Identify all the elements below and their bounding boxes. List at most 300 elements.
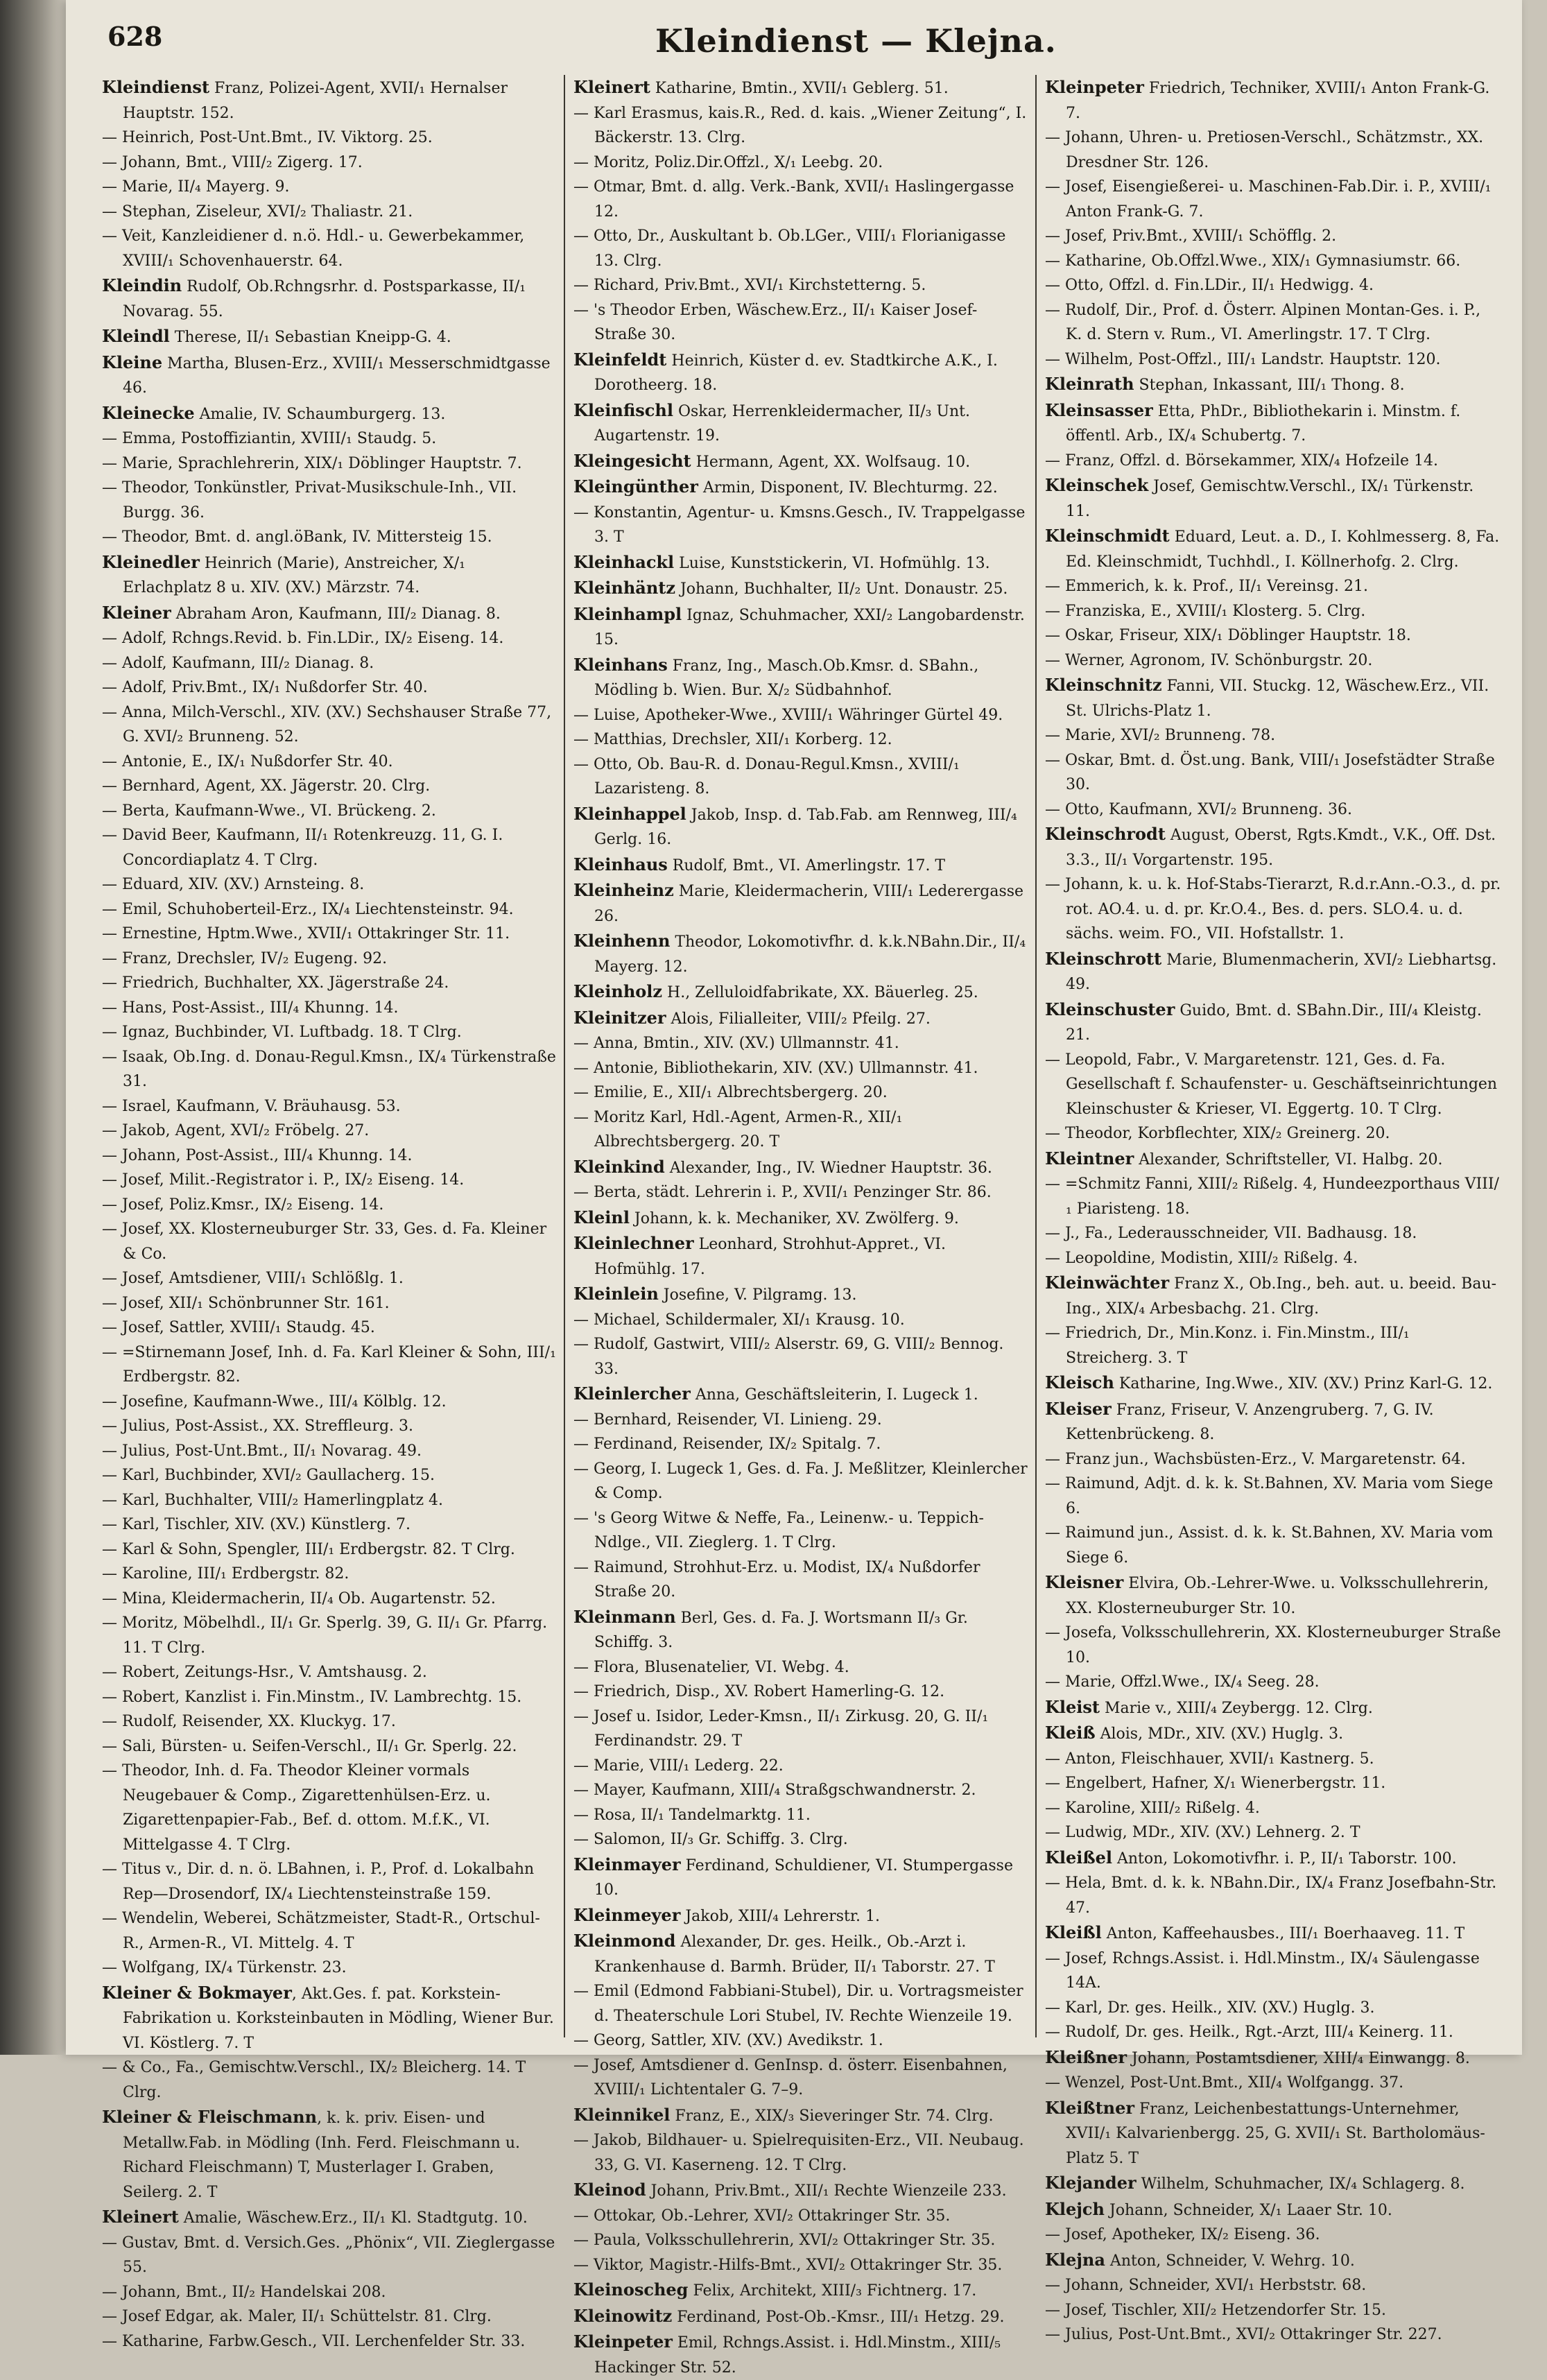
entry-text: — Otto, Ob. Bau-R. d. Donau-Regul.Kmsn., XVIII/₁ Lazaristeng. 8. <box>573 755 960 797</box>
entry-surname: Kleinedler <box>102 551 200 572</box>
entry-text: — Theodor, Bmt. d. angl.öBank, IV. Mittersteig 15. <box>102 528 492 546</box>
entry-text: Ferdinand, Schuldiener, VI. Stumpergasse 10. <box>594 1856 1013 1899</box>
entry-surname: Kleintner <box>1045 1148 1134 1169</box>
entry-text: — Karl, Buchbinder, XVI/₂ Gaullacherg. 15. <box>102 1467 435 1484</box>
entry-surname: Kleinpeter <box>1045 77 1144 97</box>
entry-text: — Karl Erasmus, kais.R., Red. d. kais. „Wiener Zeitung“, I. Bäckerstr. 13. Clrg. <box>573 104 1027 146</box>
directory-entry <box>573 2053 1028 2103</box>
directory-entry <box>102 1587 557 1612</box>
directory-entry <box>102 1291 557 1316</box>
directory-entry <box>1045 997 1501 1048</box>
entry-text: — Titus v., Dir. d. n. ö. LBahnen, i. P., Prof. d. Lokalbahn Rep—Drosendorf, IX/₄ Liechtensteinstraße 159. <box>102 1861 535 1903</box>
entry-text: , k. k. priv. Eisen- und Metallw.Fab. in Mödling (Inh. Ferd. Fleischmann u. Richard Fleischmann) T, Musterlager I. Graben, Seilerg. 2. T <box>123 2110 520 2201</box>
entry-text: — & Co., Fa., Gemischtw.Verschl., IX/₂ Bleicherg. 14. T Clrg. <box>102 2059 526 2101</box>
directory-entry <box>1045 1146 1501 1173</box>
directory-entry <box>102 1906 557 1956</box>
entry-text: Emil, Rchngs.Assist. i. Hdl.Minstm., XIII/₅ Hackinger Str. 52. <box>594 2334 1001 2377</box>
entry-text: Luise, Kunststickerin, VI. Hofmühlg. 13. <box>674 554 990 572</box>
directory-entry <box>102 1094 557 1119</box>
directory-entry <box>1045 2045 1501 2071</box>
directory-entry <box>102 750 557 775</box>
entry-text: — Isaak, Ob.Ing. d. Donau-Regul.Kmsn., IX/₄ Türkenstraße 31. <box>102 1048 556 1090</box>
entry-surname: Kleinod <box>573 2180 646 2200</box>
entry-text: Alois, Filialleiter, VIII/₂ Pfeilg. 27. <box>666 1010 931 1028</box>
entry-text: — Karl, Buchhalter, VIII/₂ Hamerlingplatz 4. <box>102 1491 444 1509</box>
entry-text: Johann, Postamtsdiener, XIII/₄ Einwangg. 8. <box>1126 2049 1470 2067</box>
directory-entry <box>573 653 1028 703</box>
entry-surname: Kleinnikel <box>573 2104 671 2125</box>
directory-entry <box>1045 273 1501 298</box>
entry-text: — Josef, Tischler, XII/₂ Hetzendorfer Str. 15. <box>1045 2301 1386 2319</box>
directory-entry <box>102 1734 557 1759</box>
directory-entry <box>1045 1397 1501 1447</box>
directory-entry <box>102 1144 557 1169</box>
entry-text: — Antonie, Bibliothekarin, XIV. (XV.) Ullmannstr. 41. <box>573 1059 978 1077</box>
directory-entry <box>573 1080 1028 1105</box>
directory-entry <box>102 1956 557 1981</box>
entry-text: Jakob, Insp. d. Tab.Fab. am Rennweg, III/₄ Gerlg. 16. <box>594 806 1017 848</box>
directory-entry <box>102 1266 557 1291</box>
entry-surname: Kleinmond <box>573 1931 676 1951</box>
entry-text: — Ottokar, Ob.-Lehrer, XVI/₂ Ottakringer Str. 35. <box>573 2207 951 2225</box>
entry-surname: Kleinowitz <box>573 2305 673 2326</box>
entry-text: — Katharine, Ob.Offzl.Wwe., XIX/₁ Gymnasiumstr. 66. <box>1045 252 1461 270</box>
entry-text: — Richard, Priv.Bmt., XVI/₁ Kirchstetterng. 5. <box>573 277 926 294</box>
directory-entry <box>573 852 1028 879</box>
directory-entry <box>573 1506 1028 1555</box>
directory-entry <box>573 1705 1028 1754</box>
directory-entry <box>102 1759 557 1857</box>
entry-text: Berl, Ges. d. Fa. J. Wortsmann II/₃ Gr. Schiffg. 3. <box>594 1609 968 1651</box>
directory-entry <box>102 1045 557 1094</box>
directory-entry <box>1045 2273 1501 2298</box>
entry-text: Franz X., Ob.Ing., beh. aut. u. beeid. Bau-Ing., XIX/₄ Arbesbachg. 21. Clrg. <box>1066 1275 1497 1318</box>
entry-text: Ignaz, Schuhmacher, XXI/₂ Langobardenstr. 15. <box>594 606 1025 648</box>
directory-entry <box>102 476 557 525</box>
directory-entry <box>1045 524 1501 574</box>
directory-entry <box>1045 298 1501 347</box>
entry-surname: Kleinheinz <box>573 880 674 900</box>
directory-entry <box>1045 574 1501 599</box>
directory-entry <box>573 1155 1028 1181</box>
entry-text: — Rudolf, Dr. ges. Heilk., Rgt.-Arzt, III/₄ Keinerg. 11. <box>1045 2024 1453 2041</box>
directory-entry <box>573 1903 1028 1929</box>
entry-surname: Klejna <box>1045 2249 1105 2270</box>
entry-text: — =Stirnemann Josef, Inh. d. Fa. Karl Kleiner & Sohn, III/₁ Erdbergstr. 82. <box>102 1343 556 1386</box>
entry-surname: Kleinholz <box>573 981 663 1001</box>
directory-entry <box>1045 599 1501 624</box>
directory-entry <box>573 1408 1028 1433</box>
entry-text: Franz, E., XIX/₃ Sieveringer Str. 74. Clrg. <box>670 2107 994 2125</box>
entry-text: — Georg, Sattler, XIV. (XV.) Avedikstr. 1. <box>573 2032 883 2049</box>
entry-text: — Otto, Dr., Auskultant b. Ob.LGer., VIII/₁ Florianigasse 13. Clrg. <box>573 227 1006 270</box>
entry-surname: Kleinfischl <box>573 399 673 420</box>
entry-text: Leonhard, Strohhut-Appret., VI. Hofmühlg. 17. <box>594 1236 946 1278</box>
entry-text: — Werner, Agronom, IV. Schönburgstr. 20. <box>1045 651 1373 669</box>
entry-text: — Viktor, Magistr.-Hilfs-Bmt., XVI/₂ Ottakringer Str. 35. <box>573 2256 1003 2274</box>
entry-text: — Julius, Post-Unt.Bmt., XVI/₂ Ottakringer Str. 227. <box>1045 2326 1442 2343</box>
directory-entry <box>102 401 557 427</box>
entry-text: — Adolf, Kaufmann, III/₂ Dianag. 8. <box>102 654 374 672</box>
directory-entry <box>1045 1121 1501 1146</box>
entry-text: — Adolf, Priv.Bmt., IX/₁ Nußdorfer Str. 40. <box>102 679 428 696</box>
entry-surname: Kleißner <box>1045 2046 1127 2067</box>
entry-text: Hermann, Agent, XX. Wolfsaug. 10. <box>691 453 971 471</box>
entry-text: — Heinrich, Post-Unt.Bmt., IV. Viktorg. 25. <box>102 129 433 146</box>
directory-entry <box>573 703 1028 728</box>
directory-entry <box>573 501 1028 550</box>
entry-text: — Eduard, XIV. (XV.) Arnsteing. 8. <box>102 876 365 893</box>
entry-text: — Marie, II/₄ Mayerg. 9. <box>102 178 290 196</box>
directory-entry <box>1045 224 1501 249</box>
directory-entry <box>1045 2020 1501 2045</box>
entry-text: Ferdinand, Post-Ob.-Kmsr., III/₁ Hetzg. 29. <box>672 2308 1005 2326</box>
entry-text: — Bernhard, Reisender, VI. Linieng. 29. <box>573 1411 882 1429</box>
directory-entry <box>573 1381 1028 1408</box>
directory-entry <box>1045 1796 1501 1821</box>
entry-text: — Josef, Amtsdiener d. GenInsp. d. österr. Eisenbahnen, XVIII/₁ Lichtentaler G. 7–9. <box>573 2056 1008 2098</box>
entry-text: — Josefa, Volksschullehrerin, XX. Klosterneuburger Straße 10. <box>1045 1624 1501 1666</box>
entry-surname: Kleinhampl <box>573 603 682 624</box>
entry-surname: Kleiner & Fleischmann <box>102 2107 318 2127</box>
entry-surname: Kleinhans <box>573 654 668 675</box>
entry-text: — Josef, XX. Klosterneuburger Str. 33, Ges. d. Fa. Kleiner & Co. <box>102 1221 547 1263</box>
directory-entry <box>1045 1270 1501 1321</box>
entry-text: Martha, Blusen-Erz., XVIII/₁ Messerschmidtgasse 46. <box>123 354 551 397</box>
entry-text: — Josef u. Isidor, Leder-Kmsn., II/₁ Zirkusg. 20, G. II/₁ Ferdinandstr. 29. T <box>573 1707 989 1750</box>
directory-entry <box>1045 1721 1501 1747</box>
directory-entry <box>1045 249 1501 274</box>
entry-surname: Kleisch <box>1045 1372 1114 1392</box>
entry-text: Abraham Aron, Kaufmann, III/₂ Dianag. 8. <box>171 605 501 623</box>
column-left <box>94 75 565 2350</box>
entry-text: — Mina, Kleidermacherin, II/₄ Ob. Augartenstr. 52. <box>102 1589 496 1607</box>
entry-text: — Josef, XII/₁ Schönbrunner Str. 161. <box>102 1294 390 1312</box>
entry-text: Rudolf, Ob.Rchngsrhr. d. Postsparkasse, II/₁ Novarag. 55. <box>123 278 526 320</box>
directory-entry <box>1045 1370 1501 1397</box>
entry-text: Franz, Polizei-Agent, XVII/₁ Hernalser Hauptstr. 152. <box>123 80 508 122</box>
directory-entry <box>102 126 557 150</box>
entry-text: — Mayer, Kaufmann, XIII/₄ Straßgschwandnerstr. 2. <box>573 1782 976 1799</box>
directory-entry <box>573 2253 1028 2278</box>
entry-text: — Veit, Kanzleidiener d. n.ö. Hdl.- u. Gewerbekammer, XVIII/₁ Schovenhauerstr. 64. <box>102 227 525 270</box>
directory-entry <box>102 1020 557 1045</box>
directory-entry <box>573 2103 1028 2129</box>
directory-entry <box>102 1512 557 1537</box>
entry-surname: Klejch <box>1045 2198 1105 2219</box>
directory-entry <box>102 1316 557 1340</box>
entry-text: Theodor, Lokomotivfhr. d. k.k.NBahn.Dir., II/₄ Mayerg. 12. <box>594 933 1026 976</box>
directory-entry <box>102 324 557 350</box>
entry-text: — Theodor, Tonkünstler, Privat-Musikschule-Inh., VII. Burgg. 36. <box>102 479 517 521</box>
entry-text: — Wenzel, Post-Unt.Bmt., XII/₄ Wolfgangg. 37. <box>1045 2074 1404 2092</box>
entry-text: — Robert, Kanzlist i. Fin.Minstm., IV. Lambrechtg. 15. <box>102 1688 522 1706</box>
entry-text: — Johann, Uhren- u. Pretiosen-Verschl., Schätzmstr., XX. Dresdner Str. 126. <box>1045 129 1484 171</box>
entry-text: — Moritz, Möbelhdl., II/₁ Gr. Sperlg. 39, G. II/₁ Gr. Pfarrg. 11. T Clrg. <box>102 1614 548 1657</box>
entry-text: — Theodor, Korbflechter, XIX/₂ Greinerg. 20. <box>1045 1125 1390 1142</box>
directory-entry <box>102 1562 557 1587</box>
directory-entry <box>573 1432 1028 1457</box>
entry-surname: Kleindl <box>102 326 170 346</box>
directory-entry <box>573 1605 1028 1655</box>
directory-entry <box>102 1857 557 1906</box>
entry-surname: Kleingünther <box>573 476 698 497</box>
directory-entry <box>573 1308 1028 1333</box>
entry-text: — Friedrich, Buchhalter, XX. Jägerstraße 24. <box>102 974 449 992</box>
directory-entry <box>1045 2071 1501 2096</box>
entry-text: Anton, Lokomotivfhr. i. P., II/₁ Taborstr. 100. <box>1112 1849 1457 1868</box>
directory-entry <box>102 200 557 225</box>
directory-entry <box>102 2304 557 2329</box>
directory-entry <box>573 1778 1028 1803</box>
entry-text: Franz, Ing., Masch.Ob.Kmsr. d. SBahn., Mödling b. Wien. Bur. X/₂ Südbahnhof. <box>594 657 979 699</box>
directory-entry <box>1045 648 1501 673</box>
directory-entry <box>573 2277 1028 2304</box>
column-middle <box>565 75 1037 2377</box>
entry-text: — Josef, Priv.Bmt., XVIII/₁ Schöfflg. 2. <box>1045 227 1337 245</box>
entry-text: — Emil (Edmond Fabbiani-Stubel), Dir. u. Vortragsmeister d. Theaterschule Lori Stubel, IV. Rechte Wienzeile 19. <box>573 1983 1023 2025</box>
directory-entry <box>573 1282 1028 1308</box>
directory-entry <box>1045 2223 1501 2248</box>
directory-entry <box>102 1981 557 2056</box>
directory-entry <box>102 1611 557 1660</box>
entry-text: Marie, Blumenmacherin, XVI/₂ Liebhartsg. 49. <box>1066 951 1497 993</box>
directory-entry <box>102 2231 557 2280</box>
entry-text: Jakob, XIII/₄ Lehrerstr. 1. <box>680 1907 880 1925</box>
entry-surname: Kleine <box>102 352 163 372</box>
directory-entry <box>102 451 557 476</box>
directory-entry <box>573 1655 1028 1680</box>
entry-text: H., Zelluloidfabrikate, XX. Bäuerleg. 25. <box>662 984 978 1001</box>
entry-text: Alexander, Schriftsteller, VI. Halbg. 20. <box>1134 1150 1443 1169</box>
entry-text: — Franz jun., Wachsbüsten-Erz., V. Margaretenstr. 64. <box>1045 1450 1466 1468</box>
directory-entry <box>1045 372 1501 398</box>
directory-entry <box>573 929 1028 979</box>
entry-text: — Raimund jun., Assist. d. k. k. St.Bahnen, XV. Maria vom Siege 6. <box>1045 1524 1494 1567</box>
entry-text: Fanni, VII. Stuckg. 12, Wäschew.Erz., VII. St. Ulrichs-Platz 1. <box>1066 678 1489 720</box>
directory-entry <box>102 823 557 872</box>
directory-entry <box>102 2055 557 2105</box>
directory-entry <box>1045 723 1501 748</box>
entry-text: — Anna, Milch-Verschl., XIV. (XV.) Sechshauser Straße 77, G. XVI/₂ Brunneng. 52. <box>102 703 552 745</box>
entry-text: — Jakob, Bildhauer- u. Spielrequisiten-Erz., VII. Neubaug. 33, G. VI. Kaserneng. 12. T Clrg. <box>573 2132 1024 2174</box>
directory-entry <box>1045 2096 1501 2171</box>
entry-text: Katharine, Ing.Wwe., XIV. (XV.) Prinz Karl-G. 12. <box>1114 1375 1493 1392</box>
entry-text: Heinrich (Marie), Anstreicher, X/₁ Erlachplatz 8 u. XIV. (XV.) Märzstr. 74. <box>123 554 465 596</box>
entry-text: — Sali, Bürsten- u. Seifen-Verschl., II/₁ Gr. Sperlg. 22. <box>102 1737 517 1755</box>
directory-entry <box>1045 1920 1501 1947</box>
directory-entry <box>1045 673 1501 723</box>
entry-text: — Hela, Bmt. d. k. k. NBahn.Dir., IX/₄ Franz Josefbahn-Str. 47. <box>1045 1874 1497 1917</box>
directory-entry <box>1045 1820 1501 1845</box>
directory-entry <box>102 947 557 972</box>
entry-text: — Johann, k. u. k. Hof-Stabs-Tierarzt, R.d.r.Ann.-O.3., d. pr. rot. AO.4. u. d. pr. Kr.O.4., Bes. d. pers. SLO.4. u. d. sächs. weim. FO., VII. Hofstallstr. 1. <box>1045 876 1501 942</box>
entry-text: Oskar, Herrenkleidermacher, II/₃ Unt. Augartenstr. 19. <box>594 402 970 445</box>
directory-entry <box>1045 2171 1501 2197</box>
entry-surname: Kleinhackl <box>573 551 675 572</box>
directory-entry <box>1045 1221 1501 1246</box>
entry-text: — Josef, Rchngs.Assist. i. Hdl.Minstm., IX/₄ Säulengasse 14A. <box>1045 1949 1480 1992</box>
directory-entry <box>573 101 1028 150</box>
directory-entry <box>573 878 1028 929</box>
directory-entry <box>573 1852 1028 1903</box>
directory-entry <box>573 550 1028 576</box>
entry-text: — Rosa, II/₁ Tandelmarktg. 11. <box>573 1806 811 1824</box>
entry-surname: Kleinrath <box>1045 374 1134 394</box>
page-number: 628 <box>107 21 163 52</box>
directory-entry <box>1045 1447 1501 1472</box>
entry-surname: Kleinschrodt <box>1045 824 1166 844</box>
entry-text: Franz, Leichenbestattungs-Unternehmer, XVII/₁ Kalvarienbergg. 25, G. XVII/₁ St. Bartholomäus-Platz 5. T <box>1066 2100 1485 2167</box>
entry-text: Alexander, Ing., IV. Wiedner Hauptstr. 36. <box>664 1159 992 1177</box>
directory-entry <box>102 1217 557 1266</box>
directory-entry <box>1045 1695 1501 1721</box>
entry-text: — Johann, Schneider, XVI/₁ Herbststr. 68. <box>1045 2277 1367 2294</box>
entry-text: — Josef, Poliz.Kmsr., IX/₂ Eiseng. 14. <box>102 1196 384 1214</box>
entry-surname: Kleiser <box>1045 1398 1112 1419</box>
directory-entry <box>1045 1472 1501 1521</box>
directory-entry <box>1045 947 1501 997</box>
entry-text: August, Oberst, Rgts.Kmdt., V.K., Off. Dst. 3.3., II/₁ Vorgartenstr. 195. <box>1066 827 1496 869</box>
entry-surname: Kleinsasser <box>1045 399 1153 420</box>
entry-text: — Ferdinand, Reisender, IX/₂ Spitalg. 7. <box>573 1435 881 1453</box>
entry-text: — 's Georg Witwe & Neffe, Fa., Leinenw.- u. Teppich-Ndlge., VII. Zieglerg. 1. T Clrg. <box>573 1509 984 1551</box>
directory-entry <box>1045 797 1501 822</box>
entry-text: Marie, Kleidermacherin, VIII/₁ Lederergasse 26. <box>594 883 1024 925</box>
directory-entry <box>102 1390 557 1415</box>
entry-text: — Robert, Zeitungs-Hsr., V. Amtshausg. 2. <box>102 1664 427 1681</box>
directory-entry <box>573 1827 1028 1852</box>
entry-text: — Otto, Kaufmann, XVI/₂ Brunneng. 36. <box>1045 800 1353 818</box>
entry-text: — Raimund, Adjt. d. k. k. St.Bahnen, XV. Maria vom Siege 6. <box>1045 1475 1494 1517</box>
entry-text: — Georg, I. Lugeck 1, Ges. d. Fa. J. Meßlitzer, Kleinlercher & Comp. <box>573 1460 1028 1502</box>
entry-surname: Kleist <box>1045 1696 1100 1717</box>
directory-entry <box>102 273 557 324</box>
directory-entry <box>573 449 1028 475</box>
entry-surname: Kleinitzer <box>573 1007 666 1028</box>
entry-text: Armin, Disponent, IV. Blechturmg. 22. <box>698 479 998 497</box>
entry-surname: Kleinschek <box>1045 475 1149 495</box>
entry-text: — Ernestine, Hptm.Wwe., XVII/₁ Ottakringer Str. 11. <box>102 925 510 942</box>
entry-text: — Gustav, Bmt. d. Versich.Ges. „Phönix“, VII. Zieglergasse 55. <box>102 2234 555 2276</box>
directory-entry <box>1045 1996 1501 2021</box>
entry-surname: Kleinmayer <box>573 1854 681 1874</box>
directory-entry <box>102 224 557 273</box>
directory-entry <box>573 1555 1028 1605</box>
entry-surname: Kleinl <box>573 1207 630 1227</box>
entry-text: — Ludwig, MDr., XIV. (XV.) Lehnerg. 2. T <box>1045 1824 1360 1841</box>
directory-entry <box>573 2028 1028 2053</box>
directory-entry <box>573 602 1028 653</box>
directory-entry <box>573 298 1028 347</box>
entry-text: Josefine, V. Pilgramg. 13. <box>658 1286 857 1304</box>
directory-entry <box>102 150 557 175</box>
entry-text: — Karl & Sohn, Spengler, III/₁ Erdbergstr. 82. T Clrg. <box>102 1540 515 1558</box>
entry-text: Johann, Priv.Bmt., XII/₁ Rechte Wienzeile 233. <box>646 2182 1007 2200</box>
directory-entry <box>573 398 1028 449</box>
entry-text: — Josef, Milit.-Registrator i. P., IX/₂ Eiseng. 14. <box>102 1171 465 1189</box>
entry-text: — Otto, Offzl. d. Fin.LDir., II/₁ Hedwigg. 4. <box>1045 277 1374 294</box>
entry-text: Stephan, Inkassant, III/₁ Thong. 8. <box>1134 377 1405 394</box>
entry-text: — Friedrich, Dr., Min.Konz. i. Fin.Minstm., III/₁ Streicherg. 3. T <box>1045 1325 1410 1367</box>
directory-entry <box>573 2128 1028 2178</box>
entry-text: — Moritz Karl, Hdl.-Agent, Armen-R., XII/₁ Albrechtsbergerg. 20. T <box>573 1108 903 1150</box>
entry-surname: Kleinert <box>102 2207 179 2227</box>
directory-entry <box>102 1685 557 1710</box>
directory-entry <box>102 175 557 200</box>
directory-entry <box>573 75 1028 101</box>
entry-text: Anna, Geschäftsleiterin, I. Lugeck 1. <box>690 1386 978 1404</box>
entry-surname: Kleisner <box>1045 1572 1124 1592</box>
directory-entry <box>102 996 557 1021</box>
entry-surname: Kleinmeyer <box>573 1904 681 1925</box>
entry-text: — Franz, Offzl. d. Börsekammer, XIX/₄ Hofzeile 14. <box>1045 451 1438 469</box>
directory-entry <box>102 626 557 651</box>
entry-text: — Karoline, III/₁ Erdbergstr. 82. <box>102 1565 349 1583</box>
directory-entry <box>102 2105 557 2205</box>
entry-text: — Luise, Apotheker-Wwe., XVIII/₁ Währinger Gürtel 49. <box>573 706 1003 724</box>
entry-text: — Oskar, Bmt. d. Öst.ung. Bank, VIII/₁ Josefstädter Straße 30. <box>1045 751 1495 793</box>
directory-entry <box>573 347 1028 398</box>
entry-text: — Josef, Sattler, XVIII/₁ Staudg. 45. <box>102 1319 375 1336</box>
entry-text: Rudolf, Bmt., VI. Amerlingstr. 17. T <box>667 856 946 874</box>
directory-entry <box>102 1168 557 1193</box>
entry-text: — Antonie, E., IX/₁ Nußdorfer Str. 40. <box>102 752 393 770</box>
entry-surname: Kleinlercher <box>573 1383 691 1404</box>
entry-text: — Berta, Kaufmann-Wwe., VI. Brückeng. 2. <box>102 802 436 820</box>
entry-text: Alois, MDr., XIV. (XV.) Huglg. 3. <box>1095 1725 1344 1743</box>
entry-surname: Kleinschmidt <box>1045 526 1170 546</box>
page-binding-edge <box>0 0 66 2055</box>
directory-entry <box>102 1537 557 1562</box>
directory-entry <box>102 525 557 550</box>
directory-entry <box>573 1056 1028 1081</box>
entry-text: Johann, k. k. Mechaniker, XV. Zwölferg. 9. <box>629 1209 959 1227</box>
entry-text: — Emma, Postoffiziantin, XVIII/₁ Staudg. 5. <box>102 430 437 447</box>
directory-entry <box>1045 2248 1501 2274</box>
directory-entry <box>102 1660 557 1685</box>
entry-text: Amalie, Wäschew.Erz., II/₁ Kl. Stadtgutg. 10. <box>178 2209 528 2227</box>
entry-text: Johann, Schneider, X/₁ Laaer Str. 10. <box>1105 2201 1392 2219</box>
directory-entry <box>1045 623 1501 648</box>
entry-surname: Kleinhappel <box>573 803 686 824</box>
directory-entry <box>102 1193 557 1218</box>
directory-entry <box>102 1414 557 1439</box>
directory-entry <box>102 971 557 996</box>
directory-entry <box>573 150 1028 175</box>
directory-entry <box>102 1340 557 1390</box>
directory-entry <box>102 350 557 401</box>
directory-entry <box>573 979 1028 1006</box>
directory-entry <box>573 2204 1028 2229</box>
directory-entry <box>102 675 557 700</box>
entry-text: — Marie, XVI/₂ Brunneng. 78. <box>1045 727 1276 744</box>
entry-text: — Wilhelm, Post-Offzl., III/₁ Landstr. Hauptstr. 120. <box>1045 350 1441 368</box>
directory-entry <box>102 922 557 947</box>
entry-text: — Marie, Offzl.Wwe., IX/₄ Seeg. 28. <box>1045 1673 1320 1691</box>
directory-entry <box>1045 1048 1501 1122</box>
directory-entry <box>573 1457 1028 1506</box>
directory-entry <box>102 2205 557 2231</box>
entry-text: Therese, II/₁ Sebastian Kneipp-G. 4. <box>169 329 451 346</box>
entry-text: — Raimund, Strohhut-Erz. u. Modist, IX/₄ Nußdorfer Straße 20. <box>573 1558 980 1601</box>
entry-text: Elvira, Ob.-Lehrer-Wwe. u. Volksschullehrerin, XX. Klosterneuburger Str. 10. <box>1066 1575 1489 1617</box>
entry-text: — Bernhard, Agent, XX. Jägerstr. 20. Clrg. <box>102 777 431 795</box>
directory-entry <box>1045 175 1501 224</box>
entry-surname: Kleinfeldt <box>573 349 667 370</box>
entry-text: — Leopold, Fabr., V. Margaretenstr. 121, Ges. d. Fa. Gesellschaft f. Schaufenster- u. Geschäftseinrichtungen Kleinschuster & Krieser, VI. Eggertg. 10. T Clrg. <box>1045 1051 1498 1118</box>
entry-text: — Marie, VIII/₁ Lederg. 22. <box>573 1757 784 1775</box>
